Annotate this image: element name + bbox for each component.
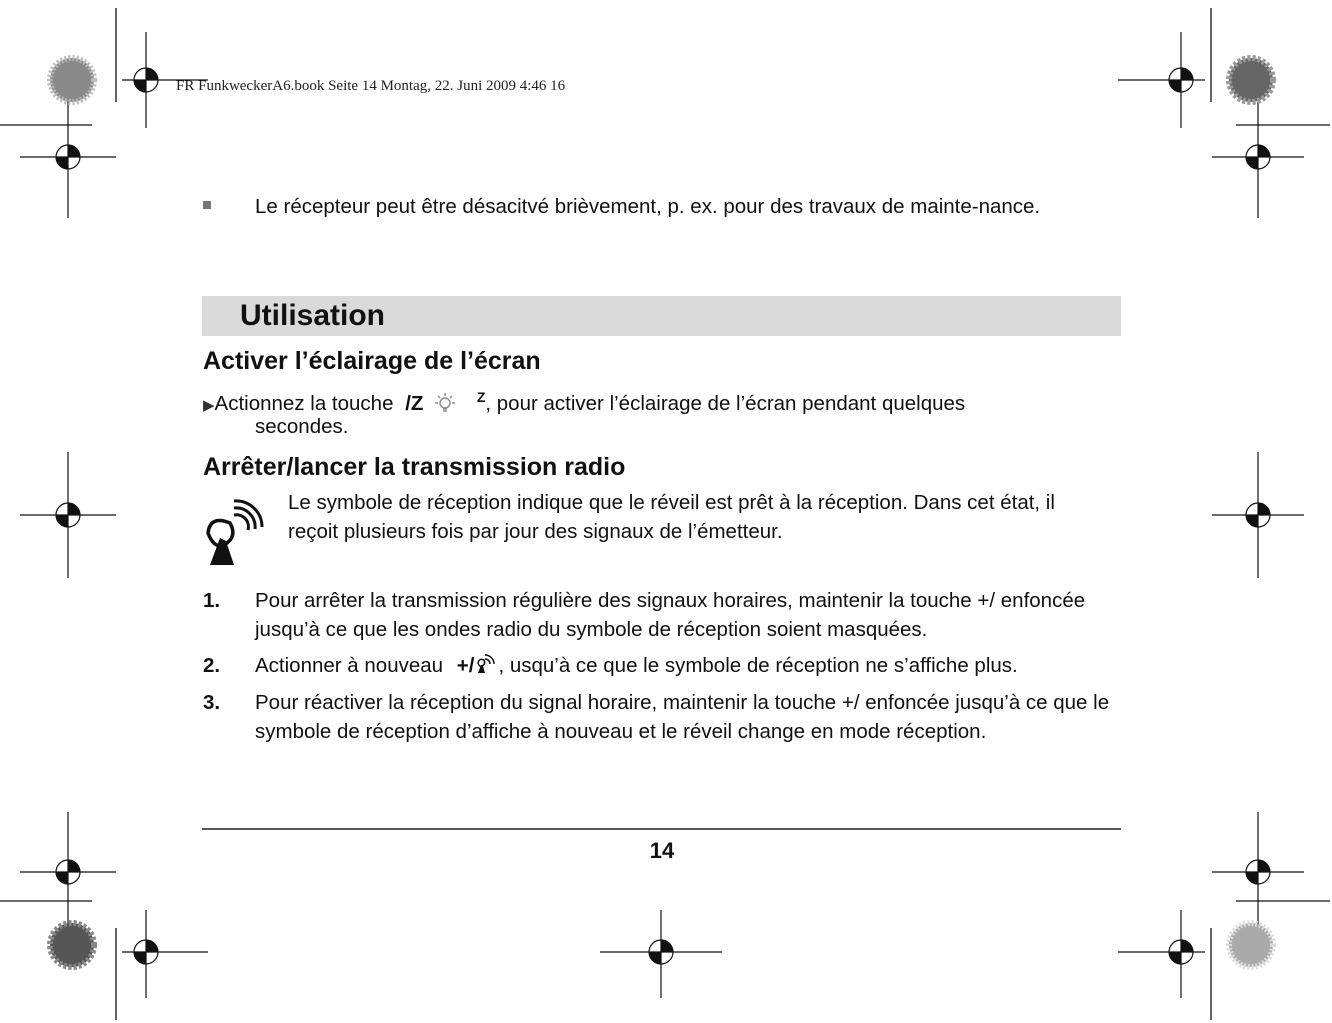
section-title: Utilisation xyxy=(240,299,386,332)
subsection-title-radio: Arrêter/lancer la transmission radio xyxy=(203,453,626,481)
key-label: /Z xyxy=(405,391,424,415)
step-arrow-icon: ▶ xyxy=(203,396,215,414)
reception-small-icon xyxy=(476,652,496,674)
step-suffix: , usqu’à ce que le symbole de réception ne s’affiche plus. xyxy=(498,654,1018,677)
step-text xyxy=(255,651,1125,680)
note-paragraph: Le récepteur peut être désacitvé brièvement, p. ex. pour des travaux de mainte-nance. xyxy=(255,195,1041,218)
print-header: FR FunkweckerA6.book Seite 14 Montag, 22. Juni 2009 4:46 16 xyxy=(176,78,566,94)
step-text: Pour arrêter la transmission régulière des signaux horaires, maintenir la touche +/ enfoncée jusqu’à ce que les ondes radio du symbole de réception soient masquées. xyxy=(255,589,1086,641)
key-superscript: Z xyxy=(476,389,486,405)
step-prefix: Actionner à nouveau xyxy=(255,654,444,677)
lighting-step-prefix: Actionnez la touche xyxy=(214,391,394,415)
step-number: 3. xyxy=(203,691,221,714)
bullet-marker xyxy=(203,201,211,209)
page-number: 14 xyxy=(649,838,675,863)
footer-rule xyxy=(202,828,1121,830)
reception-symbol-icon xyxy=(200,493,272,569)
lighting-step-line2: secondes. xyxy=(255,415,349,438)
light-bulb-icon xyxy=(431,391,459,417)
lighting-step-suffix: , pour activer l’éclairage de l’écran pendant quelques xyxy=(485,391,966,415)
step-number: 1. xyxy=(203,589,221,612)
key-label: +/ xyxy=(456,654,475,677)
step-text: Pour réactiver la réception du signal horaire, maintenir la touche +/ enfoncée jusqu’à ce que le symbole de réception d’affiche à nouveau et le réveil change en mode réception. xyxy=(255,691,1110,743)
step-number: 2. xyxy=(203,654,221,677)
radio-intro: Le symbole de réception indique que le réveil est prêt à la réception. Dans cet état, il reçoit plusieurs fois par jour des signaux de l’émetteur. xyxy=(288,491,1055,543)
subsection-title-lighting: Activer l’éclairage de l’écran xyxy=(203,347,541,375)
